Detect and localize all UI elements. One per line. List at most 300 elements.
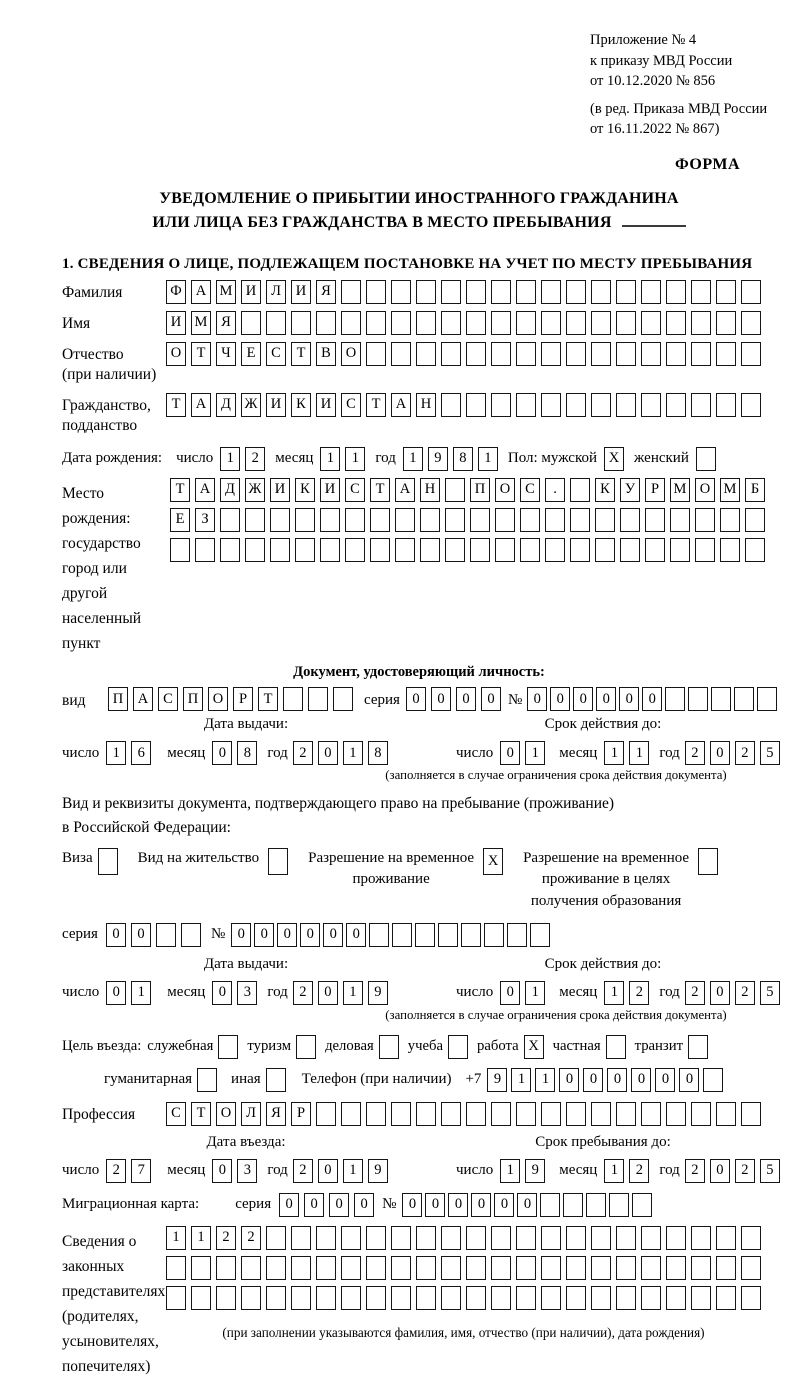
filled-cell[interactable]: И (266, 393, 286, 417)
filled-cell[interactable]: Б (745, 478, 765, 502)
empty-cell[interactable] (491, 1226, 511, 1250)
filled-cell[interactable]: 5 (760, 981, 780, 1005)
filled-cell[interactable]: 0 (655, 1068, 675, 1092)
empty-cell[interactable] (616, 393, 636, 417)
empty-cell[interactable] (591, 1256, 611, 1280)
empty-cell[interactable] (566, 1226, 586, 1250)
empty-cell[interactable] (666, 280, 686, 304)
empty-cell[interactable] (415, 923, 435, 947)
empty-cell[interactable] (520, 538, 540, 562)
empty-cell[interactable] (170, 538, 190, 562)
filled-cell[interactable]: Т (170, 478, 190, 502)
empty-cell[interactable] (316, 1286, 336, 1310)
filled-cell[interactable]: 2 (293, 741, 313, 765)
filled-cell[interactable]: 0 (346, 923, 366, 947)
filled-cell[interactable]: 0 (106, 923, 126, 947)
filled-cell[interactable]: 0 (679, 1068, 699, 1092)
filled-cell[interactable]: 1 (629, 741, 649, 765)
empty-cell[interactable] (645, 508, 665, 532)
empty-cell[interactable] (316, 1226, 336, 1250)
filled-cell[interactable]: О (208, 687, 228, 711)
empty-cell[interactable] (320, 508, 340, 532)
filled-cell[interactable]: 8 (237, 741, 257, 765)
empty-cell[interactable] (491, 393, 511, 417)
filled-cell[interactable]: Ж (245, 478, 265, 502)
filled-cell[interactable]: 2 (735, 1159, 755, 1183)
doc2-issue-year[interactable] (293, 981, 388, 1005)
filled-cell[interactable]: 9 (525, 1159, 545, 1183)
empty-cell[interactable] (441, 311, 461, 335)
empty-cell[interactable] (591, 280, 611, 304)
empty-cell[interactable] (197, 1068, 217, 1092)
filled-cell[interactable]: 0 (304, 1193, 324, 1217)
doc2-valid-year[interactable] (685, 981, 780, 1005)
empty-cell[interactable] (441, 280, 461, 304)
empty-cell[interactable] (666, 1256, 686, 1280)
empty-cell[interactable] (366, 1102, 386, 1126)
residence-permit-checkbox[interactable] (268, 848, 288, 875)
filled-cell[interactable]: О (495, 478, 515, 502)
filled-cell[interactable]: Н (420, 478, 440, 502)
residence-series-cells[interactable] (106, 923, 201, 947)
doc1-valid-day[interactable] (500, 741, 545, 765)
empty-cell[interactable] (666, 1286, 686, 1310)
empty-cell[interactable] (609, 1193, 629, 1217)
filled-cell[interactable]: Ф (166, 280, 186, 304)
filled-cell[interactable]: 3 (237, 1159, 257, 1183)
doc1-issue-year[interactable] (293, 741, 388, 765)
empty-cell[interactable] (416, 1286, 436, 1310)
empty-cell[interactable] (345, 538, 365, 562)
empty-cell[interactable] (570, 538, 590, 562)
empty-cell[interactable] (341, 311, 361, 335)
filled-cell[interactable]: М (191, 311, 211, 335)
empty-cell[interactable] (691, 280, 711, 304)
filled-cell[interactable]: 0 (106, 981, 126, 1005)
filled-cell[interactable]: А (391, 393, 411, 417)
filled-cell[interactable]: М (216, 280, 236, 304)
filled-cell[interactable]: 1 (343, 981, 363, 1005)
birth-place-cells-row1[interactable] (170, 478, 765, 502)
filled-cell[interactable]: 2 (106, 1159, 126, 1183)
filled-cell[interactable]: О (216, 1102, 236, 1126)
empty-cell[interactable] (666, 342, 686, 366)
purpose-tourism-checkbox[interactable] (296, 1035, 316, 1059)
empty-cell[interactable] (741, 311, 761, 335)
filled-cell[interactable]: Т (366, 393, 386, 417)
filled-cell[interactable]: 1 (343, 741, 363, 765)
empty-cell[interactable] (491, 1286, 511, 1310)
empty-cell[interactable] (716, 1226, 736, 1250)
empty-cell[interactable] (691, 1226, 711, 1250)
empty-cell[interactable] (220, 508, 240, 532)
migration-series-cells[interactable] (279, 1193, 374, 1217)
empty-cell[interactable] (366, 1256, 386, 1280)
empty-cell[interactable] (166, 1286, 186, 1310)
empty-cell[interactable] (216, 1286, 236, 1310)
empty-cell[interactable] (291, 311, 311, 335)
empty-cell[interactable] (530, 923, 550, 947)
filled-cell[interactable]: К (291, 393, 311, 417)
empty-cell[interactable] (245, 508, 265, 532)
representatives-cells-row3[interactable] (166, 1286, 761, 1310)
empty-cell[interactable] (586, 1193, 606, 1217)
empty-cell[interactable] (266, 1226, 286, 1250)
filled-cell[interactable]: И (320, 478, 340, 502)
filled-cell[interactable]: А (191, 280, 211, 304)
empty-cell[interactable] (420, 538, 440, 562)
filled-cell[interactable]: 1 (604, 741, 624, 765)
filled-cell[interactable]: 8 (453, 447, 473, 471)
empty-cell[interactable] (541, 1102, 561, 1126)
filled-cell[interactable]: 0 (212, 1159, 232, 1183)
empty-cell[interactable] (445, 478, 465, 502)
filled-cell[interactable]: 2 (216, 1226, 236, 1250)
filled-cell[interactable]: 0 (318, 741, 338, 765)
filled-cell[interactable]: 0 (619, 687, 639, 711)
empty-cell[interactable] (691, 1102, 711, 1126)
filled-cell[interactable]: 6 (131, 741, 151, 765)
empty-cell[interactable] (695, 508, 715, 532)
filled-cell[interactable]: А (133, 687, 153, 711)
empty-cell[interactable] (291, 1286, 311, 1310)
empty-cell[interactable] (595, 538, 615, 562)
filled-cell[interactable]: 0 (425, 1193, 445, 1217)
filled-cell[interactable]: Т (166, 393, 186, 417)
filled-cell[interactable]: Л (266, 280, 286, 304)
filled-cell[interactable]: С (341, 393, 361, 417)
empty-cell[interactable] (716, 1286, 736, 1310)
empty-cell[interactable] (540, 1193, 560, 1217)
filled-cell[interactable]: 0 (517, 1193, 537, 1217)
empty-cell[interactable] (341, 280, 361, 304)
filled-cell[interactable]: 0 (231, 923, 251, 947)
empty-cell[interactable] (416, 342, 436, 366)
empty-cell[interactable] (461, 923, 481, 947)
filled-cell[interactable]: 1 (166, 1226, 186, 1250)
empty-cell[interactable] (516, 342, 536, 366)
empty-cell[interactable] (268, 848, 288, 875)
empty-cell[interactable] (320, 538, 340, 562)
filled-cell[interactable]: 2 (629, 1159, 649, 1183)
filled-cell[interactable]: 0 (131, 923, 151, 947)
empty-cell[interactable] (445, 538, 465, 562)
empty-cell[interactable] (391, 342, 411, 366)
empty-cell[interactable] (734, 687, 754, 711)
empty-cell[interactable] (466, 1102, 486, 1126)
empty-cell[interactable] (666, 1102, 686, 1126)
filled-cell[interactable]: Я (216, 311, 236, 335)
empty-cell[interactable] (691, 393, 711, 417)
filled-cell[interactable]: 2 (629, 981, 649, 1005)
empty-cell[interactable] (711, 687, 731, 711)
filled-cell[interactable]: 1 (343, 1159, 363, 1183)
doc2-valid-day[interactable] (500, 981, 545, 1005)
entry-day[interactable] (106, 1159, 151, 1183)
profession-cells[interactable] (166, 1102, 761, 1126)
purpose-official-checkbox[interactable] (218, 1035, 238, 1059)
firstname-cells[interactable] (166, 311, 761, 335)
patronymic-cells[interactable] (166, 342, 761, 366)
filled-cell[interactable]: 0 (402, 1193, 422, 1217)
empty-cell[interactable] (541, 1226, 561, 1250)
filled-cell[interactable]: А (395, 478, 415, 502)
filled-cell[interactable]: 2 (685, 1159, 705, 1183)
empty-cell[interactable] (241, 1286, 261, 1310)
empty-cell[interactable] (641, 393, 661, 417)
filled-cell[interactable]: К (595, 478, 615, 502)
filled-cell[interactable]: 0 (354, 1193, 374, 1217)
filled-cell[interactable]: Р (291, 1102, 311, 1126)
empty-cell[interactable] (516, 1286, 536, 1310)
filled-cell[interactable]: 1 (511, 1068, 531, 1092)
empty-cell[interactable] (391, 1256, 411, 1280)
filled-cell[interactable]: И (291, 280, 311, 304)
empty-cell[interactable] (566, 1286, 586, 1310)
filled-cell[interactable]: Т (191, 342, 211, 366)
filled-cell[interactable]: Н (416, 393, 436, 417)
empty-cell[interactable] (241, 311, 261, 335)
empty-cell[interactable] (545, 508, 565, 532)
entry-year[interactable] (293, 1159, 388, 1183)
purpose-humanitarian-checkbox[interactable] (197, 1068, 217, 1092)
empty-cell[interactable] (745, 538, 765, 562)
empty-cell[interactable] (466, 393, 486, 417)
empty-cell[interactable] (741, 1256, 761, 1280)
filled-cell[interactable]: Е (170, 508, 190, 532)
empty-cell[interactable] (541, 311, 561, 335)
filled-cell[interactable]: 1 (220, 447, 240, 471)
sex-male-checkbox[interactable] (604, 447, 624, 471)
empty-cell[interactable] (616, 1102, 636, 1126)
empty-cell[interactable] (541, 342, 561, 366)
empty-cell[interactable] (441, 1102, 461, 1126)
filled-cell[interactable]: О (166, 342, 186, 366)
empty-cell[interactable] (688, 1035, 708, 1059)
filled-cell[interactable]: 5 (760, 741, 780, 765)
empty-cell[interactable] (296, 1035, 316, 1059)
empty-cell[interactable] (416, 1226, 436, 1250)
filled-cell[interactable]: П (470, 478, 490, 502)
empty-cell[interactable] (698, 848, 718, 875)
empty-cell[interactable] (491, 342, 511, 366)
filled-cell[interactable]: 9 (487, 1068, 507, 1092)
filled-cell[interactable]: З (195, 508, 215, 532)
empty-cell[interactable] (441, 1286, 461, 1310)
empty-cell[interactable] (688, 687, 708, 711)
purpose-study-checkbox[interactable] (448, 1035, 468, 1059)
filled-cell[interactable]: И (270, 478, 290, 502)
filled-cell[interactable]: Т (258, 687, 278, 711)
empty-cell[interactable] (470, 538, 490, 562)
filled-cell[interactable]: Л (241, 1102, 261, 1126)
empty-cell[interactable] (156, 923, 176, 947)
citizenship-cells[interactable] (166, 393, 761, 417)
empty-cell[interactable] (591, 1226, 611, 1250)
empty-cell[interactable] (616, 1286, 636, 1310)
empty-cell[interactable] (691, 1256, 711, 1280)
empty-cell[interactable] (641, 1286, 661, 1310)
filled-cell[interactable]: 2 (685, 981, 705, 1005)
empty-cell[interactable] (316, 311, 336, 335)
empty-cell[interactable] (516, 311, 536, 335)
empty-cell[interactable] (391, 1226, 411, 1250)
filled-cell[interactable]: X (604, 447, 624, 471)
birth-place-cells-row3[interactable] (170, 538, 765, 562)
empty-cell[interactable] (283, 687, 303, 711)
filled-cell[interactable]: 0 (494, 1193, 514, 1217)
filled-cell[interactable]: 0 (500, 741, 520, 765)
empty-cell[interactable] (345, 508, 365, 532)
filled-cell[interactable]: 0 (329, 1193, 349, 1217)
empty-cell[interactable] (516, 1256, 536, 1280)
empty-cell[interactable] (416, 280, 436, 304)
empty-cell[interactable] (616, 311, 636, 335)
filled-cell[interactable]: С (266, 342, 286, 366)
filled-cell[interactable]: 0 (431, 687, 451, 711)
filled-cell[interactable]: 0 (448, 1193, 468, 1217)
empty-cell[interactable] (741, 1226, 761, 1250)
filled-cell[interactable]: 2 (241, 1226, 261, 1250)
filled-cell[interactable]: 1 (525, 741, 545, 765)
purpose-work-checkbox[interactable] (524, 1035, 544, 1059)
filled-cell[interactable]: В (316, 342, 336, 366)
filled-cell[interactable]: 9 (368, 981, 388, 1005)
empty-cell[interactable] (541, 1256, 561, 1280)
empty-cell[interactable] (691, 1286, 711, 1310)
empty-cell[interactable] (391, 311, 411, 335)
filled-cell[interactable]: О (695, 478, 715, 502)
empty-cell[interactable] (566, 342, 586, 366)
empty-cell[interactable] (741, 280, 761, 304)
empty-cell[interactable] (491, 1256, 511, 1280)
filled-cell[interactable]: С (166, 1102, 186, 1126)
empty-cell[interactable] (666, 393, 686, 417)
empty-cell[interactable] (98, 848, 118, 875)
filled-cell[interactable]: 0 (607, 1068, 627, 1092)
empty-cell[interactable] (566, 393, 586, 417)
filled-cell[interactable]: 0 (471, 1193, 491, 1217)
empty-cell[interactable] (491, 1102, 511, 1126)
filled-cell[interactable]: 1 (604, 981, 624, 1005)
filled-cell[interactable]: С (520, 478, 540, 502)
purpose-private-checkbox[interactable] (606, 1035, 626, 1059)
empty-cell[interactable] (216, 1256, 236, 1280)
filled-cell[interactable]: 1 (500, 1159, 520, 1183)
empty-cell[interactable] (416, 1256, 436, 1280)
empty-cell[interactable] (541, 393, 561, 417)
empty-cell[interactable] (741, 1286, 761, 1310)
empty-cell[interactable] (295, 538, 315, 562)
empty-cell[interactable] (741, 342, 761, 366)
empty-cell[interactable] (370, 538, 390, 562)
empty-cell[interactable] (391, 280, 411, 304)
empty-cell[interactable] (716, 311, 736, 335)
empty-cell[interactable] (369, 923, 389, 947)
empty-cell[interactable] (641, 1256, 661, 1280)
empty-cell[interactable] (366, 1286, 386, 1310)
empty-cell[interactable] (191, 1286, 211, 1310)
filled-cell[interactable]: 5 (760, 1159, 780, 1183)
filled-cell[interactable]: 9 (368, 1159, 388, 1183)
empty-cell[interactable] (391, 1102, 411, 1126)
empty-cell[interactable] (563, 1193, 583, 1217)
empty-cell[interactable] (445, 508, 465, 532)
empty-cell[interactable] (466, 342, 486, 366)
migration-number-cells[interactable] (402, 1193, 652, 1217)
empty-cell[interactable] (379, 1035, 399, 1059)
filled-cell[interactable]: 1 (604, 1159, 624, 1183)
empty-cell[interactable] (616, 342, 636, 366)
filled-cell[interactable]: М (720, 478, 740, 502)
purpose-other-checkbox[interactable] (266, 1068, 286, 1092)
filled-cell[interactable]: 2 (735, 741, 755, 765)
empty-cell[interactable] (591, 311, 611, 335)
filled-cell[interactable]: 0 (212, 741, 232, 765)
doc-series-cells[interactable] (406, 687, 501, 711)
empty-cell[interactable] (316, 1256, 336, 1280)
empty-cell[interactable] (466, 1286, 486, 1310)
filled-cell[interactable]: Т (370, 478, 390, 502)
empty-cell[interactable] (391, 1286, 411, 1310)
filled-cell[interactable]: 7 (131, 1159, 151, 1183)
empty-cell[interactable] (438, 923, 458, 947)
empty-cell[interactable] (645, 538, 665, 562)
filled-cell[interactable]: 1 (525, 981, 545, 1005)
filled-cell[interactable]: 0 (456, 687, 476, 711)
filled-cell[interactable]: С (158, 687, 178, 711)
empty-cell[interactable] (641, 280, 661, 304)
filled-cell[interactable]: Д (216, 393, 236, 417)
doc2-issue-day[interactable] (106, 981, 151, 1005)
filled-cell[interactable]: 2 (245, 447, 265, 471)
filled-cell[interactable]: 2 (685, 741, 705, 765)
purpose-business-checkbox[interactable] (379, 1035, 399, 1059)
filled-cell[interactable]: 1 (403, 447, 423, 471)
empty-cell[interactable] (691, 342, 711, 366)
filled-cell[interactable]: А (195, 478, 215, 502)
empty-cell[interactable] (366, 342, 386, 366)
empty-cell[interactable] (591, 1102, 611, 1126)
empty-cell[interactable] (341, 1226, 361, 1250)
empty-cell[interactable] (670, 538, 690, 562)
filled-cell[interactable]: 0 (710, 981, 730, 1005)
filled-cell[interactable]: 0 (212, 981, 232, 1005)
empty-cell[interactable] (266, 311, 286, 335)
empty-cell[interactable] (591, 393, 611, 417)
filled-cell[interactable]: 0 (550, 687, 570, 711)
empty-cell[interactable] (520, 508, 540, 532)
empty-cell[interactable] (366, 1226, 386, 1250)
stay-year[interactable] (685, 1159, 780, 1183)
filled-cell[interactable]: 0 (300, 923, 320, 947)
empty-cell[interactable] (516, 1226, 536, 1250)
filled-cell[interactable]: 0 (500, 981, 520, 1005)
empty-cell[interactable] (466, 311, 486, 335)
empty-cell[interactable] (316, 1102, 336, 1126)
sex-female-checkbox[interactable] (696, 447, 716, 471)
empty-cell[interactable] (741, 1102, 761, 1126)
filled-cell[interactable]: 1 (191, 1226, 211, 1250)
empty-cell[interactable] (392, 923, 412, 947)
doc1-issue-month[interactable] (212, 741, 257, 765)
empty-cell[interactable] (341, 1256, 361, 1280)
empty-cell[interactable] (266, 1286, 286, 1310)
birth-month-cells[interactable] (320, 447, 365, 471)
empty-cell[interactable] (416, 1102, 436, 1126)
filled-cell[interactable]: И (166, 311, 186, 335)
doc1-issue-day[interactable] (106, 741, 151, 765)
